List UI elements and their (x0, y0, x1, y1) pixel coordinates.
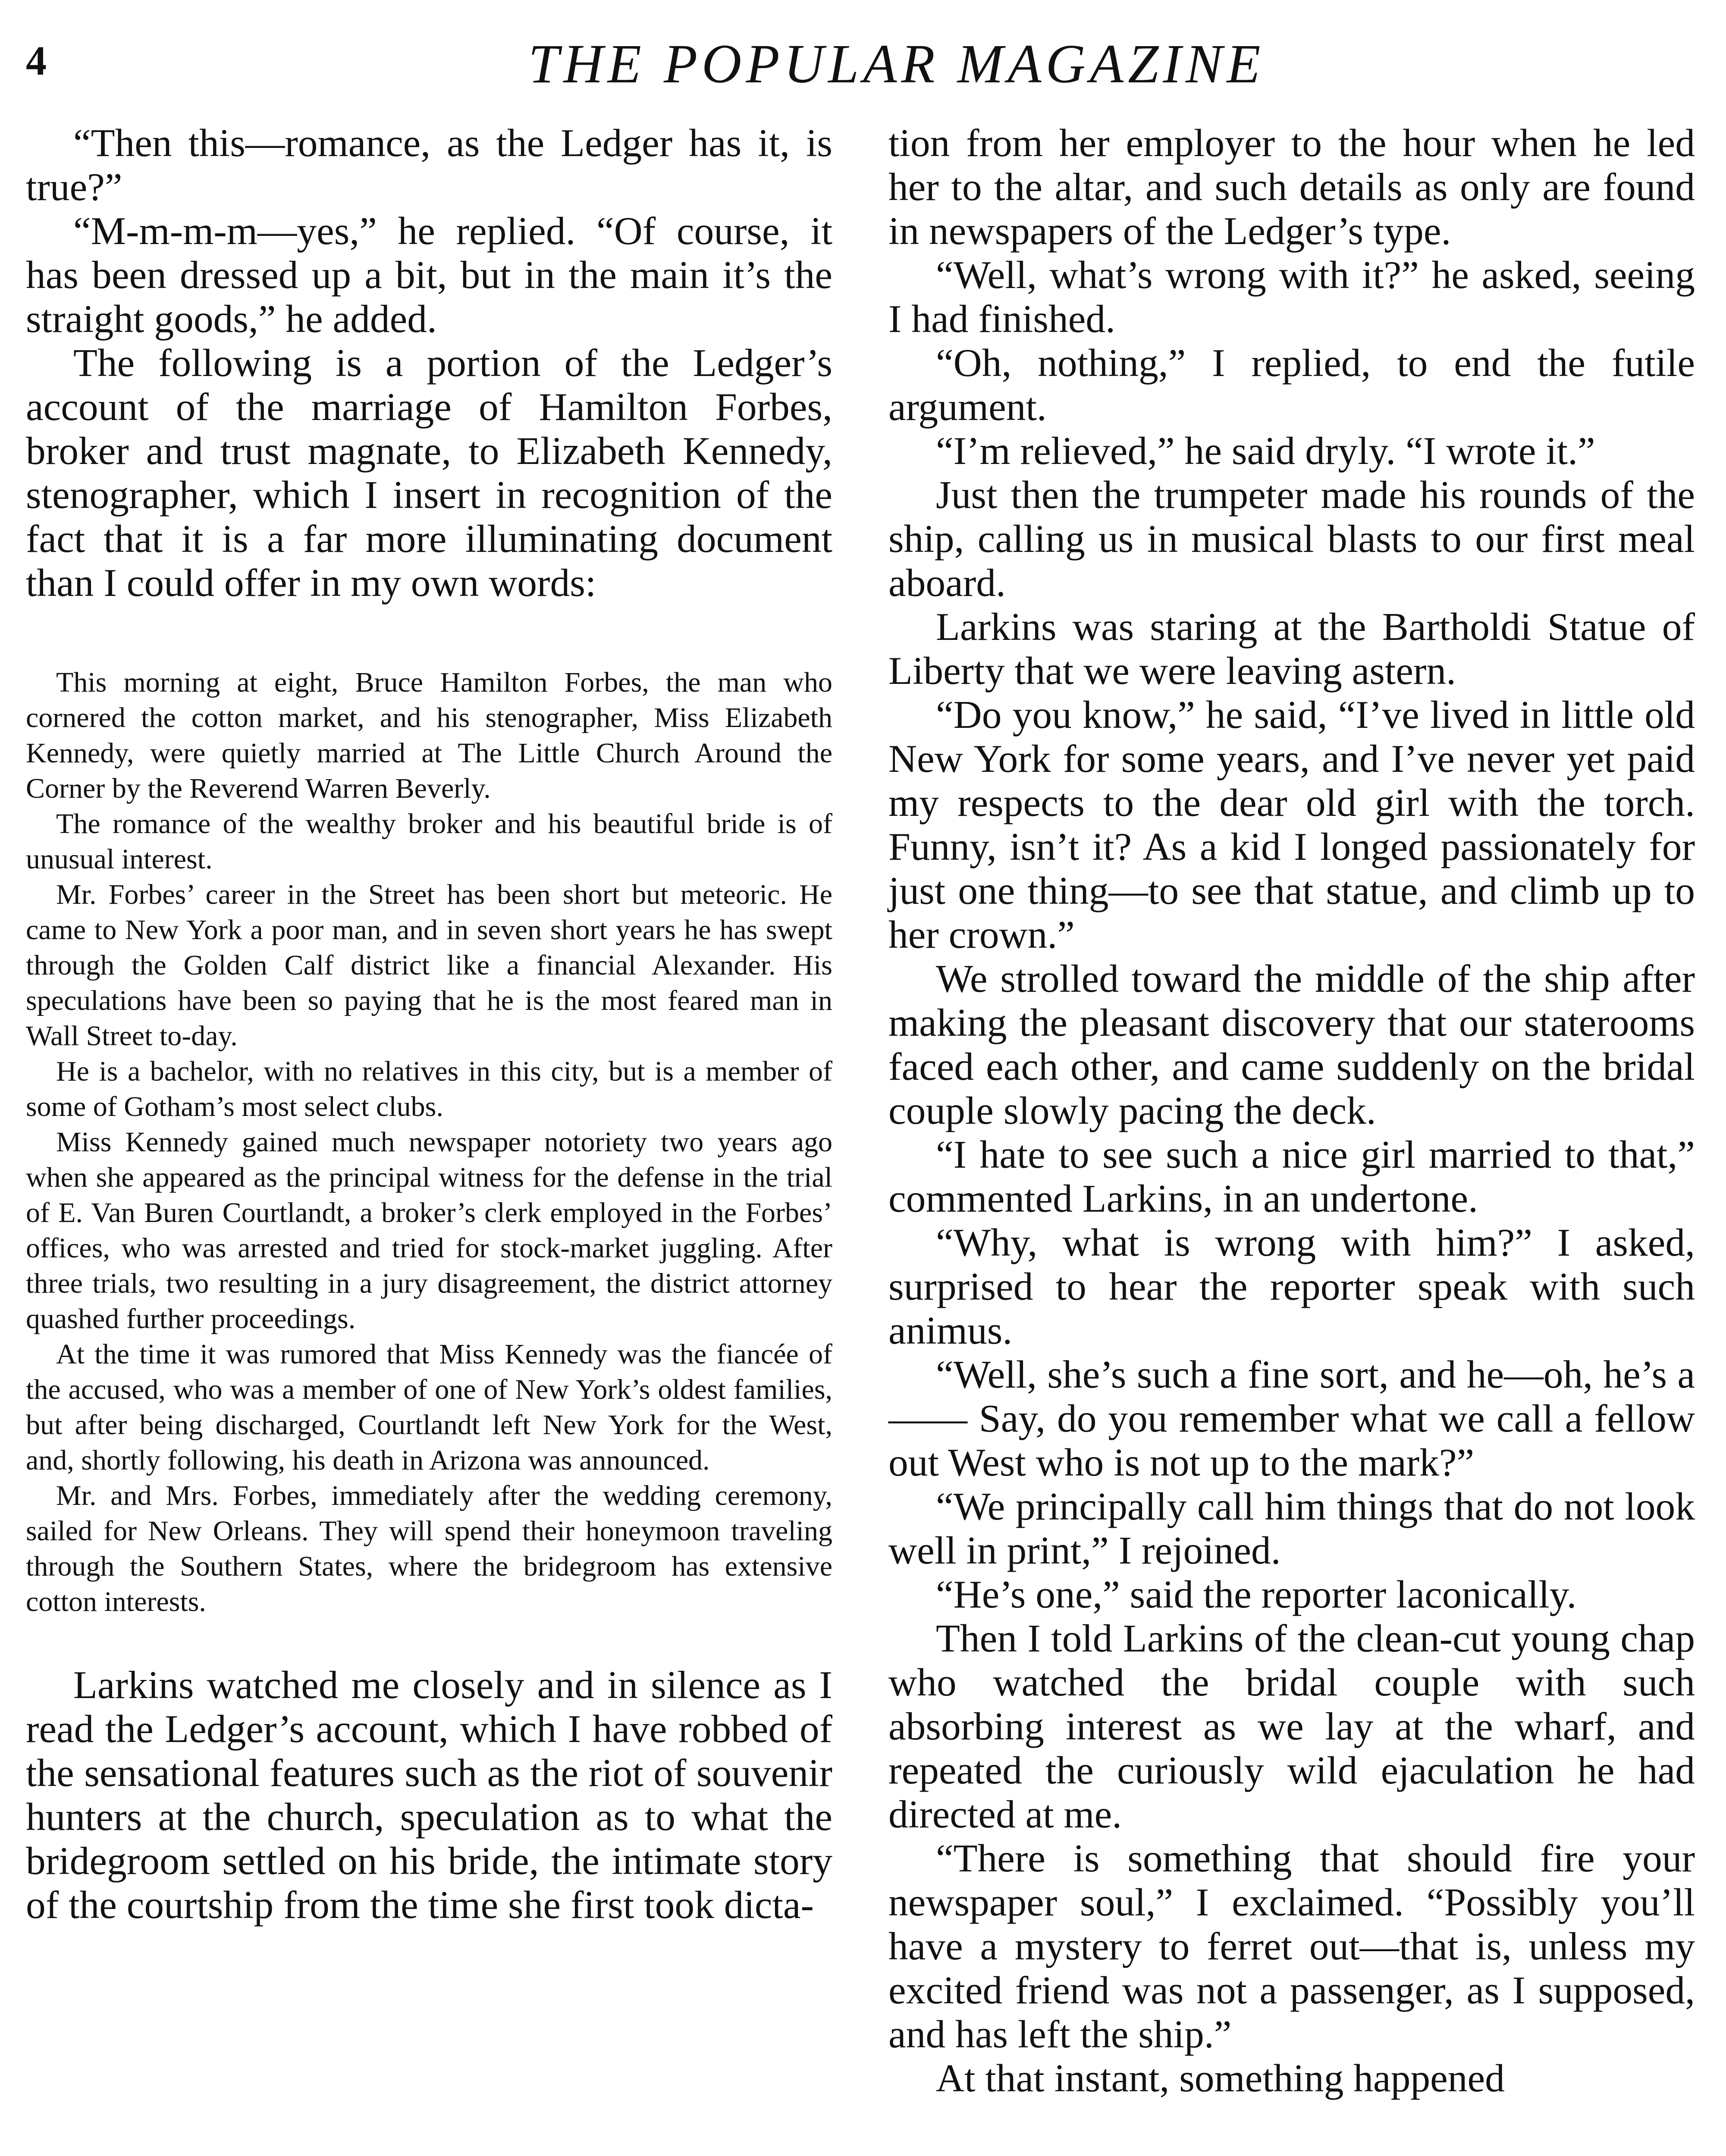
paragraph: “Then this—romance, as the Ledger has it, is true?” (26, 121, 832, 209)
paragraph: “I hate to see such a nice girl married to that,” commented Larkins, in an undertone. (888, 1132, 1695, 1220)
paragraph: “Why, what is wrong with him?” I asked, surprised to hear the reporter speak with such animus. (888, 1220, 1695, 1352)
magazine-title: THE POPULAR MAGAZINE (528, 33, 1265, 94)
paragraph: We strolled toward the middle of the ship after making the pleasant discovery that our staterooms faced each other, and came suddenly on the bridal couple slowly pacing the deck. (888, 956, 1695, 1132)
paragraph: Larkins watched me closely and in silence as I read the Ledger’s account, which I have robbed of the sensational features such as the riot of souvenir hunters at the church, speculation as to what the bridegroom settled on his bride, the intimate story of the courtship from the time she first took dicta- (26, 1663, 832, 1927)
paragraph: “We principally call him things that do not look well in print,” I rejoined. (888, 1484, 1695, 1572)
paragraph: “Well, she’s such a fine sort, and he—oh, he’s a—— Say, do you remember what we call a fellow out West who is not up to the mark?” (888, 1352, 1695, 1484)
right-column (888, 121, 1695, 2100)
page-header (26, 32, 1708, 94)
paragraph: The following is a portion of the Ledger’s account of the marriage of Hamilton Forbes, broker and trust magnate, to Elizabeth Kennedy, stenographer, which I insert in recognition of the fact that it is a far more illuminating document than I could offer in my own words: (26, 341, 832, 605)
page-number: 4 (26, 38, 47, 84)
excerpt-paragraph: Miss Kennedy gained much newspaper notoriety two years ago when she appeared as the principal witness for the defense in the trial of E. Van Buren Courtlandt, a broker’s clerk employed in the Forbes’ offices, who was arrested and tried for stock-market juggling. After three trials, two resulting in a jury disagreement, the district attorney quashed further proceedings. (26, 1126, 832, 1335)
paragraph: “There is something that should fire your newspaper soul,” I exclaimed. “Possibly you’ll have a mystery to ferret out—that is, unless my excited friend was not a passenger, as I supposed, and has left the ship.” (888, 1836, 1695, 2056)
paragraph: “Do you know,” he said, “I’ve lived in little old New York for some years, and I’ve never yet paid my respects to the dear old girl with the torch. Funny, isn’t it? As a kid I longed passionately for just one thing—to see that statue, and climb up to her crown.” (888, 693, 1695, 956)
paragraph: tion from her employer to the hour when he led her to the altar, and such details as only are found in newspapers of the Ledger’s type. (888, 121, 1695, 253)
paragraph: Larkins was staring at the Bartholdi Statue of Liberty that we were leaving astern. (888, 605, 1695, 693)
paragraph: “Well, what’s wrong with it?” he asked, seeing I had finished. (888, 253, 1695, 341)
excerpt-paragraph: He is a bachelor, with no relatives in this city, but is a member of some of Gotham’s most select clubs. (26, 1056, 832, 1122)
paragraph: At that instant, something happened (936, 2056, 1505, 2100)
left-column (26, 121, 832, 1927)
excerpt-paragraph: This morning at eight, Bruce Hamilton Forbes, the man who cornered the cotton market, and his stenographer, Miss Elizabeth Kennedy, were quietly married at The Little Church Around the Corner by the Reverend Warren Beverly. (26, 667, 832, 804)
paragraph: “He’s one,” said the reporter laconically. (936, 1572, 1577, 1616)
paragraph: Just then the trumpeter made his rounds of the ship, calling us in musical blasts to our first meal aboard. (888, 473, 1695, 605)
excerpt-paragraph: Mr. Forbes’ career in the Street has been short but meteoric. He came to New York a poor man, and in seven short years he has swept through the Golden Calf district like a financial Alexander. His speculations have been so paying that he is the most feared man in Wall Street to-day. (26, 879, 832, 1052)
paragraph: “Oh, nothing,” I replied, to end the futile argument. (888, 341, 1695, 429)
newspaper-excerpt (26, 665, 832, 1620)
excerpt-paragraph: The romance of the wealthy broker and his beautiful bride is of unusual interest. (26, 808, 832, 875)
paragraph: “M-m-m-m—yes,” he replied. “Of course, it has been dressed up a bit, but in the main it’s the straight goods,” he added. (26, 209, 832, 341)
paragraph: “I’m relieved,” he said dryly. “I wrote it.” (936, 429, 1595, 473)
excerpt-paragraph: At the time it was rumored that Miss Kennedy was the fiancée of the accused, who was a member of one of New York’s oldest families, but after being discharged, Courtlandt left New York for the West, and, shortly following, his death in Arizona was announced. (26, 1338, 832, 1476)
paragraph: Then I told Larkins of the clean-cut young chap who watched the bridal couple with such absorbing interest as we lay at the wharf, and repeated the curiously wild ejaculation he had directed at me. (888, 1616, 1695, 1836)
excerpt-paragraph: Mr. and Mrs. Forbes, immediately after the wedding ceremony, sailed for New Orleans. They will spend their honeymoon traveling through the Southern States, where the bridegroom has extensive cotton interests. (26, 1480, 832, 1617)
